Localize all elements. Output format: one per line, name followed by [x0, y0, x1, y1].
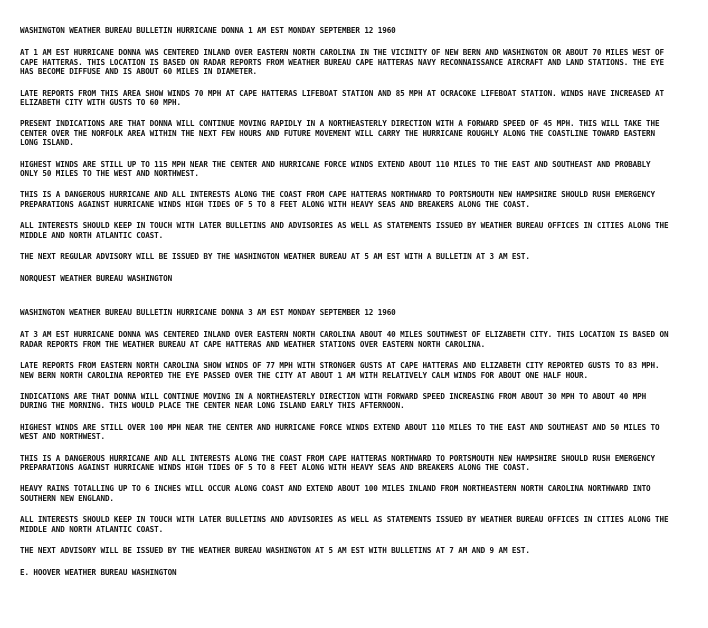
- bulletin-paragraph: THIS IS A DANGEROUS HURRICANE AND ALL INTERESTS ALONG THE COAST FROM CAPE HATTERAS NORTHWARD TO PORTSMOUTH NEW HAMPSHIRE SHOULD RUSH EMERGENCY PREPARATIONS AGAINST HURRICANE WINDS HIGH TIDES OF 5 TO 8 FEET ALONG WITH HEAVY SEAS AND BREAKERS ALONG THE COAST.: [20, 453, 656, 473]
- bulletin-paragraph: LATE REPORTS FROM THIS AREA SHOW WINDS 70 MPH AT CAPE HATTERAS LIFEBOAT STATION AND 85 MPH AT OCRACOKE LIFEBOAT STATION. WINDS HAVE INCREASED AT ELIZABETH CITY WITH GUSTS TO 60 MPH.: [20, 88, 664, 108]
- bulletin-paragraph: THE NEXT REGULAR ADVISORY WILL BE ISSUED BY THE WASHINGTON WEATHER BUREAU AT 5 AM EST WITH A BULLETIN AT 3 AM EST.: [20, 252, 530, 262]
- bulletin-paragraph: ALL INTERESTS SHOULD KEEP IN TOUCH WITH LATER BULLETINS AND ADVISORIES AS WELL AS STATEMENTS ISSUED BY WEATHER BUREAU OFFICES IN CITIES ALONG THE MIDDLE AND NORTH ATLANTIC COAST.: [20, 221, 669, 240]
- bulletin-paragraph: ALL INTERESTS SHOULD KEEP IN TOUCH WITH LATER BULLETINS AND ADVISORIES AS WELL AS STATEMENTS ISSUED BY WEATHER BUREAU OFFICES IN CITIES ALONG THE MIDDLE AND NORTH ATLANTIC COAST.: [20, 515, 669, 534]
- bulletin-signature: E. HOOVER WEATHER BUREAU WASHINGTON: [20, 567, 177, 577]
- bulletin-signature: NORQUEST WEATHER BUREAU WASHINGTON: [20, 273, 173, 283]
- bulletin-1am: [20, 26, 670, 283]
- bulletin-paragraph: AT 1 AM EST HURRICANE DONNA WAS CENTERED INLAND OVER EASTERN NORTH CAROLINA IN THE VICINITY OF NEW BERN AND WASHINGTON OR ABOUT 70 MILES WEST OF CAPE HATTERAS. THIS LOCATION IS BASED ON RADAR REPORTS FROM WEATHER BUREAU CAPE HATTERAS NAVY RECONNAISSANCE AIRCRAFT AND LAND STATIONS. THE EYE HAS BECOME DIFFUSE AND IS ABOUT 60 MILES IN DIAMETER.: [20, 48, 664, 77]
- bulletin-paragraph: AT 3 AM EST HURRICANE DONNA WAS CENTERED INLAND OVER EASTERN NORTH CAROLINA ABOUT 40 MILES SOUTHWEST OF ELIZABETH CITY. THIS LOCATION IS BASED ON RADAR REPORTS FROM THE WEATHER BUREAU AT CAPE HATTERAS AND WEATHER STATIONS OVER EASTERN NORTH CAROLINA.: [20, 330, 669, 349]
- bulletin-header: WASHINGTON WEATHER BUREAU BULLETIN HURRICANE DONNA 3 AM EST MONDAY SEPTEMBER 12 1960: [20, 308, 396, 317]
- bulletin-paragraph: INDICATIONS ARE THAT DONNA WILL CONTINUE MOVING IN A NORTHEASTERLY DIRECTION WITH FORWARD SPEED INCREASING FROM ABOUT 30 MPH TO ABOUT 40 MPH DURING THE MORNING. THIS WOULD PLACE THE CENTER NEAR LONG ISLAND EARLY THIS AFTERNOON.: [20, 392, 647, 411]
- bulletin-3am: [20, 308, 670, 577]
- bulletin-paragraph: LATE REPORTS FROM EASTERN NORTH CAROLINA SHOW WINDS OF 77 MPH WITH STRONGER GUSTS AT CAPE HATTERAS AND ELIZABETH CITY REPORTED GUSTS TO 83 MPH. NEW BERN NORTH CAROLINA REPORTED THE EYE PASSED OVER THE CITY AT ABOUT 1 AM WITH RELATIVELY CALM WINDS FOR ABOUT ONE HALF HOUR.: [20, 361, 660, 380]
- bulletin-paragraph: THIS IS A DANGEROUS HURRICANE AND ALL INTERESTS ALONG THE COAST FROM CAPE HATTERAS NORTHWARD TO PORTSMOUTH NEW HAMPSHIRE SHOULD RUSH EMERGENCY PREPARATIONS AGAINST HURRICANE WINDS HIGH TIDES OF 5 TO 8 FEET ALONG WITH HEAVY SEAS AND BREAKERS ALONG THE COAST.: [20, 190, 656, 209]
- bulletin-paragraph: THE NEXT ADVISORY WILL BE ISSUED BY THE WEATHER BUREAU WASHINGTON AT 5 AM EST WITH BULLETINS AT 7 AM AND 9 AM EST.: [20, 546, 530, 556]
- bulletin-paragraph: HIGHEST WINDS ARE STILL OVER 100 MPH NEAR THE CENTER AND HURRICANE FORCE WINDS EXTEND ABOUT 110 MILES TO THE EAST AND SOUTHEAST AND 50 MILES TO WEST AND NORTHWEST.: [20, 422, 660, 442]
- bulletin-paragraph: PRESENT INDICATIONS ARE THAT DONNA WILL CONTINUE MOVING RAPIDLY IN A NORTHEASTERLY DIRECTION WITH A FORWARD SPEED OF 45 MPH. THIS WILL TAKE THE CENTER OVER THE NORFOLK AREA WITHIN THE NEXT FEW HOURS AND FUTURE MOVEMENT WILL CARRY THE HURRICANE ROUGHLY ALONG THE COASTLINE TOWARD EASTERN LONG ISLAND.: [20, 119, 660, 148]
- bulletin-paragraph: HIGHEST WINDS ARE STILL UP TO 115 MPH NEAR THE CENTER AND HURRICANE FORCE WINDS EXTEND ABOUT 110 MILES TO THE EAST AND SOUTHEAST AND PROBABLY ONLY 50 MILES TO THE WEST AND NORTHWEST.: [20, 159, 651, 179]
- bulletin-header: WASHINGTON WEATHER BUREAU BULLETIN HURRICANE DONNA 1 AM EST MONDAY SEPTEMBER 12 1960: [20, 26, 396, 35]
- bulletin-paragraph: HEAVY RAINS TOTALLING UP TO 6 INCHES WILL OCCUR ALONG COAST AND EXTEND ABOUT 100 MILES INLAND FROM NORTHEASTERN NORTH CAROLINA NORTHWARD INTO SOUTHERN NEW ENGLAND.: [20, 484, 651, 503]
